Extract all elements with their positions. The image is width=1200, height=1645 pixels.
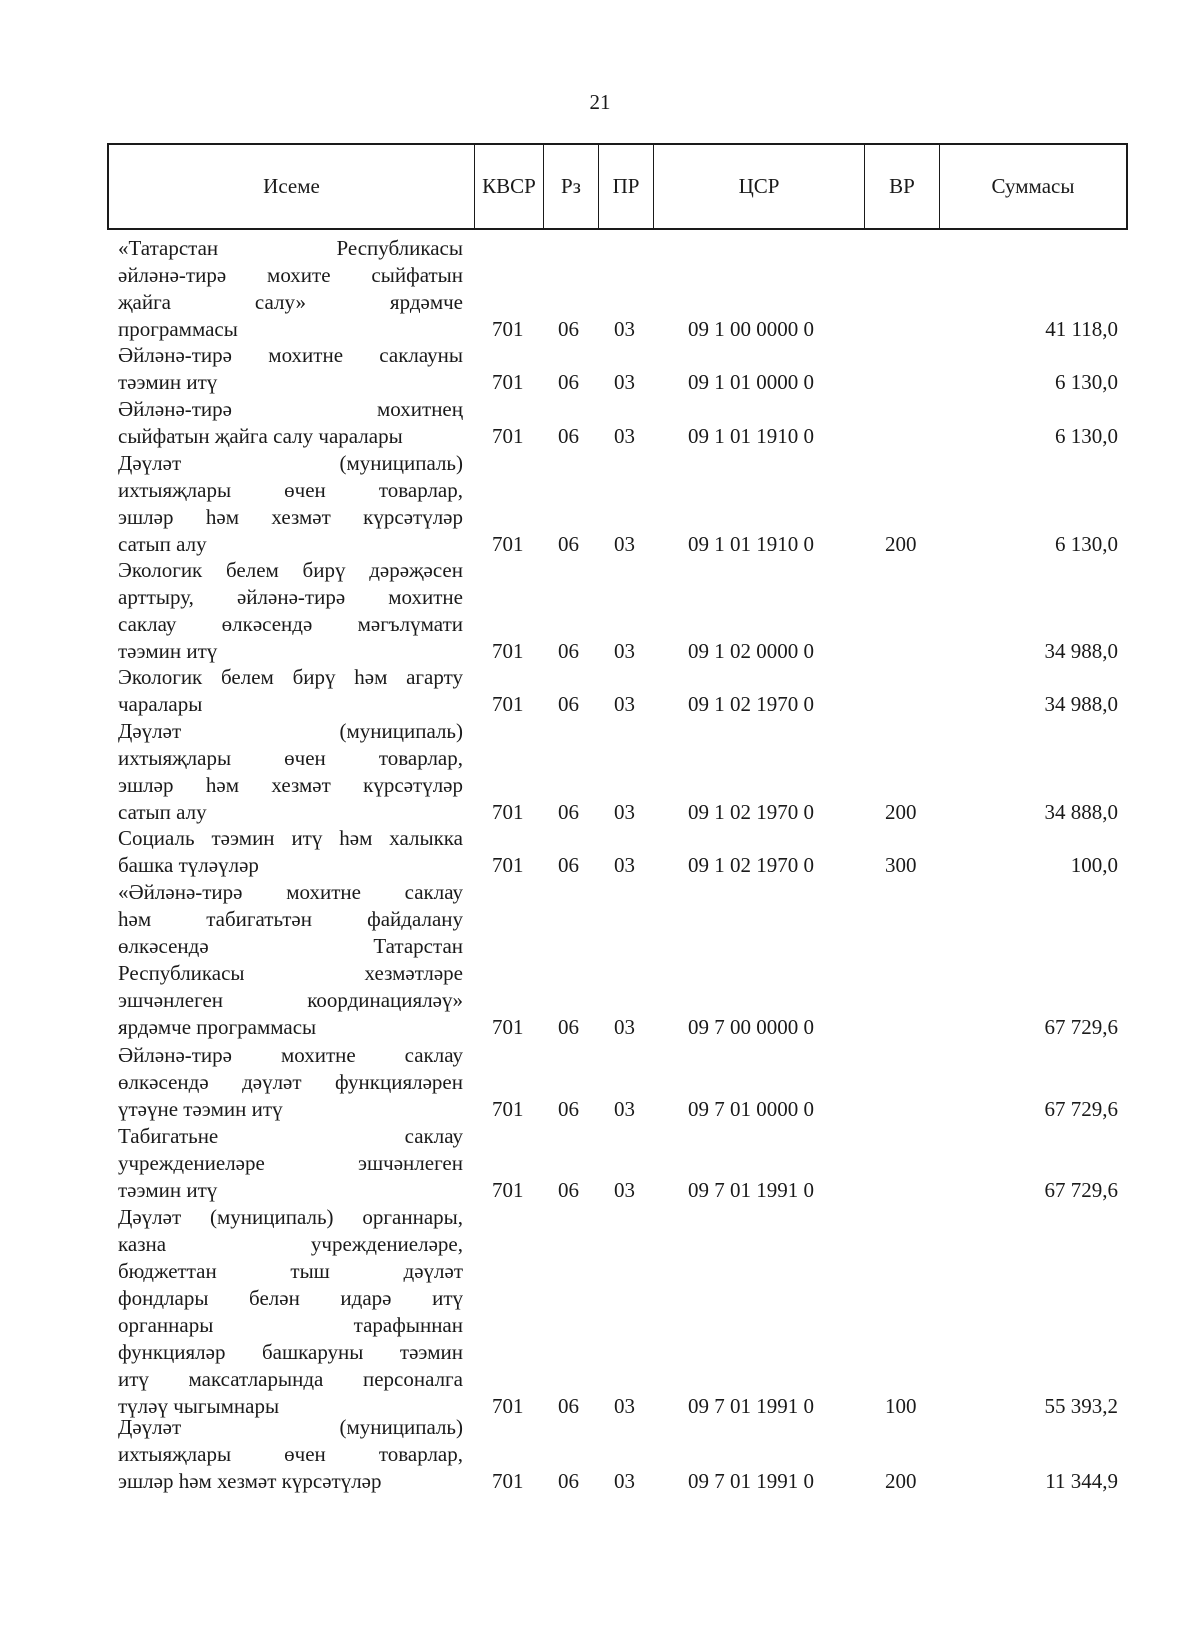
row-sum: 67 729,6 [1044,1015,1118,1039]
row-name-line: тәэмин итү [118,370,218,394]
row-name-line: функцияләр башкаруны тәэмин [118,1340,463,1364]
row-name-line: ихтыяҗлары өчен товарлар, [118,1442,463,1466]
row-name-line: фондлары белән идарә итү [118,1286,463,1310]
column-header-kvsr: КВСР [475,145,544,228]
row-csr: 09 1 01 1910 0 [688,424,814,448]
row-name-line: Дәүләт (муниципаль) органнары, [118,1205,463,1229]
row-kvsr: 701 [492,1097,524,1121]
row-name-line: Экологик белем бирү дәрәҗәсен [118,558,463,582]
row-pr: 03 [614,532,635,556]
row-name [118,1123,463,1204]
row-kvsr: 701 [492,639,524,663]
row-name-line: Экологик белем бирү һәм агарту [118,665,463,689]
row-name-line: үтәүне тәэмин итү [118,1097,283,1121]
row-pr: 03 [614,639,635,663]
row-name-line: бюджеттан тыш дәүләт [118,1259,463,1283]
row-sum: 6 130,0 [1055,424,1118,448]
row-csr: 09 1 02 1970 0 [688,692,814,716]
row-name [118,1204,463,1420]
row-rz: 06 [558,424,579,448]
row-name-line: ярдәмче программасы [118,1015,317,1039]
row-pr: 03 [614,1178,635,1202]
row-name-line: Дәүләт (муниципаль) [118,1415,463,1439]
row-name [118,879,463,1041]
row-vr: 200 [885,532,917,556]
row-name-line: ихтыяҗлары өчен товарлар, [118,746,463,770]
row-name-line: өлкәсендә Татарстан [118,934,463,958]
row-csr: 09 1 02 0000 0 [688,639,814,663]
row-name-line: эшләр һәм хезмәт күрсәтүләр [118,1469,382,1493]
row-sum: 34 888,0 [1044,800,1118,824]
row-name-line: сатып алу [118,800,207,824]
row-name-line: башка түләүләр [118,853,259,877]
row-rz: 06 [558,1469,579,1493]
row-name-line: итү максатларында персоналга [118,1367,463,1391]
row-kvsr: 701 [492,424,524,448]
row-pr: 03 [614,800,635,824]
row-csr: 09 1 00 0000 0 [688,317,814,341]
row-sum: 55 393,2 [1044,1394,1118,1418]
column-header-pr: ПР [599,145,654,228]
row-pr: 03 [614,692,635,716]
column-header-sum: Суммасы [991,174,1075,198]
row-kvsr: 701 [492,800,524,824]
row-rz: 06 [558,1097,579,1121]
row-kvsr: 701 [492,1394,524,1418]
row-name [118,342,463,396]
row-rz: 06 [558,692,579,716]
row-rz: 06 [558,370,579,394]
row-name [118,450,463,558]
row-name-line: «Татарстан Республикасы [118,236,463,260]
row-pr: 03 [614,1015,635,1039]
row-rz: 06 [558,1178,579,1202]
row-name [118,396,463,450]
row-name-line: сатып алу [118,532,207,556]
row-csr: 09 1 02 1970 0 [688,800,814,824]
row-vr: 200 [885,1469,917,1493]
row-name-line: чаралары [118,692,203,716]
row-rz: 06 [558,532,579,556]
row-rz: 06 [558,800,579,824]
row-rz: 06 [558,317,579,341]
row-name-line: эшчәнлеген координацияләү» [118,988,463,1012]
row-name [118,718,463,826]
row-csr: 09 1 01 0000 0 [688,370,814,394]
row-kvsr: 701 [492,1015,524,1039]
column-header-rz: Рз [544,145,599,228]
row-kvsr: 701 [492,370,524,394]
row-name-line: ихтыяҗлары өчен товарлар, [118,478,463,502]
row-sum: 41 118,0 [1045,317,1118,341]
row-rz: 06 [558,853,579,877]
row-sum: 34 988,0 [1044,692,1118,716]
row-name-line: түләү чыгымнары [118,1394,280,1418]
row-pr: 03 [614,853,635,877]
row-kvsr: 701 [492,532,524,556]
row-kvsr: 701 [492,692,524,716]
row-name-line: эшләр һәм хезмәт күрсәтүләр [118,505,463,529]
row-pr: 03 [614,1469,635,1493]
row-sum: 34 988,0 [1044,639,1118,663]
row-name [118,557,463,665]
row-name-line: эшләр һәм хезмәт күрсәтүләр [118,773,463,797]
row-csr: 09 1 02 1970 0 [688,853,814,877]
row-name-line: тәэмин итү [118,1178,218,1202]
row-name-line: органнары тарафыннан [118,1313,463,1337]
row-name [118,1414,463,1495]
row-csr: 09 1 01 1910 0 [688,532,814,556]
row-name-line: программасы [118,317,238,341]
row-vr: 300 [885,853,917,877]
row-pr: 03 [614,1097,635,1121]
row-kvsr: 701 [492,1178,524,1202]
table-header [107,143,1128,230]
row-name-line: әйләнә-тирә мохите сыйфатын [118,263,463,287]
row-sum: 100,0 [1070,853,1118,877]
row-sum: 67 729,6 [1044,1178,1118,1202]
row-name [118,664,463,718]
row-csr: 09 7 00 0000 0 [688,1015,814,1039]
row-name-line: Дәүләт (муниципаль) [118,719,463,743]
column-header-vr: ВР [865,145,940,228]
row-csr: 09 7 01 1991 0 [688,1469,814,1493]
row-csr: 09 7 01 0000 0 [688,1097,814,1121]
row-vr: 100 [885,1394,917,1418]
row-pr: 03 [614,424,635,448]
row-pr: 03 [614,1394,635,1418]
row-name [118,825,463,879]
row-rz: 06 [558,1015,579,1039]
row-kvsr: 701 [492,317,524,341]
row-rz: 06 [558,1394,579,1418]
row-name-line: Дәүләт (муниципаль) [118,451,463,475]
row-name-line: җайга салу» ярдәмче [118,290,463,314]
row-name-line: арттыру, әйләнә-тирә мохитне [118,585,463,609]
row-name [118,1042,463,1123]
column-header-name: Исеме [109,145,475,228]
row-name-line: Әйләнә-тирә мохитне саклау [118,1043,463,1067]
row-name-line: «Әйләнә-тирә мохитне саклау [118,880,463,904]
row-name-line: һәм табигатьтән файдалану [118,907,463,931]
row-csr: 09 7 01 1991 0 [688,1178,814,1202]
row-vr: 200 [885,800,917,824]
row-name-line: тәэмин итү [118,639,218,663]
row-name [118,235,463,343]
row-name-line: учреждениеләре эшчәнлеген [118,1151,463,1175]
row-rz: 06 [558,639,579,663]
row-name-line: казна учреждениеләре, [118,1232,463,1256]
row-csr: 09 7 01 1991 0 [688,1394,814,1418]
row-sum: 6 130,0 [1055,370,1118,394]
page-number: 21 [589,90,611,114]
row-kvsr: 701 [492,853,524,877]
column-header-csr: ЦСР [654,145,865,228]
row-sum: 11 344,9 [1045,1469,1118,1493]
row-name-line: Социаль тәэмин итү һәм халыкка [118,826,463,850]
row-name-line: Әйләнә-тирә мохитне саклауны [118,343,463,367]
row-name-line: Әйләнә-тирә мохитнең [118,397,463,421]
row-name-line: сыйфатын җайга салу чаралары [118,424,403,448]
row-sum: 6 130,0 [1055,532,1118,556]
row-name-line: Республикасы хезмәтләре [118,961,463,985]
row-pr: 03 [614,370,635,394]
row-sum: 67 729,6 [1044,1097,1118,1121]
row-name-line: саклау өлкәсендә мәгълүмати [118,612,463,636]
row-kvsr: 701 [492,1469,524,1493]
row-name-line: Табигатьне саклау [118,1124,463,1148]
row-pr: 03 [614,317,635,341]
row-name-line: өлкәсендә дәүләт функцияләрен [118,1070,463,1094]
